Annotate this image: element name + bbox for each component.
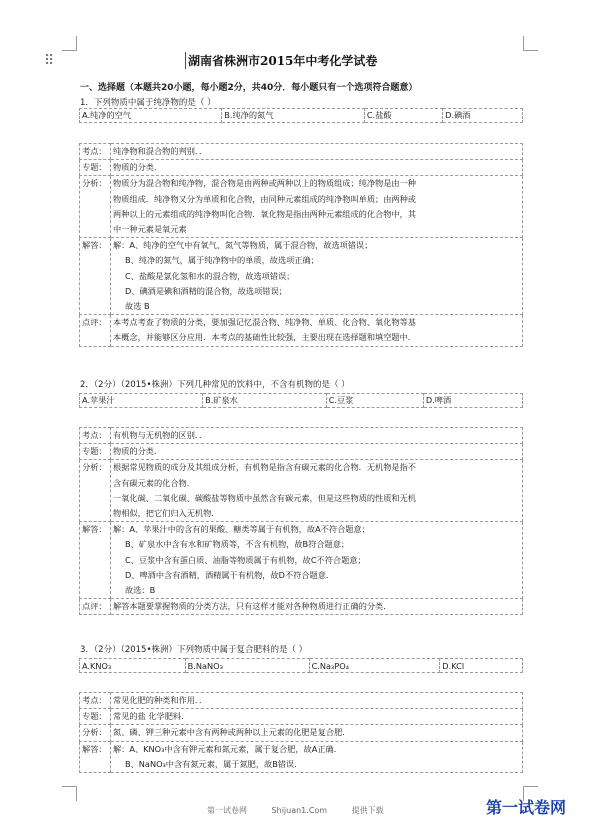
dianping-text: 本考点考查了物质的分类，要加强记忆混合物、纯净物、单质、化合物、氧化物等基 本概念，并能够区分应用．本考点的基础性比较强，主要出现在选择题和填空题中． [111,315,523,346]
section-heading: 一、选择题（本题共20小题，每小题2分，共40分．每小题只有一个选项符合题意） [80,83,418,93]
kaodian-label: 考点： [80,693,111,709]
jieda-text: 解：A、KNO₃中含有钾元素和氮元素，属于复合肥，故A正确． B、NaNO₃中含有氮元素，属于氮肥，故B错误． [111,741,523,772]
option-b[interactable]: B.NaNO₃ [185,659,309,673]
jieda-text: 解：A、苹果汁中的含有的果酸、糖类等属于有机物，故A不符合题意； B、矿泉水中含有水和矿物质等，不含有机物，故B符合题意； C、豆浆中含有蛋白质、油脂等物质属于有机物，故C不符合题意； D、啤酒中含有酒精，酒精属于有机物，故D不符合题意． 故选：B [111,522,523,599]
question-2-options [79,393,523,408]
jieda-label: 解答： [80,238,111,315]
drag-handle-icon[interactable]: ⠿ [44,53,53,69]
option-c[interactable]: C.盐酸 [364,109,442,123]
crop-mark-bottom-left [62,786,77,801]
zhuanti-text: 物质的分类． [111,160,523,176]
question-1-stem: 1．下列物质中属于纯净物的是（ ） [80,98,216,108]
zhuanti-text: 常见的盐 化学肥料． [111,709,523,725]
option-c[interactable]: C.豆浆 [326,394,423,408]
fenxi-text: 根据常见物质的成分及其组成分析，有机物是指含有碳元素的化合物．无机物是指不 含有碳元素的化合物． 一氧化碳、二氧化碳、碳酸盐等物质中虽然含有碳元素，但是这些物质的性质和无机 物相似，把它们归入无机物． [111,460,523,522]
dianping-label: 点评： [80,315,111,346]
footer-site-url[interactable]: Shijuan1.Com [271,806,328,815]
question-2-analysis [79,427,523,615]
kaodian-text: 有机物与无机物的区别．． [111,428,523,444]
question-1-options [79,108,523,123]
option-d[interactable]: D.碘酒 [443,109,523,123]
question-1-analysis [79,143,523,347]
fenxi-text: 氮、磷、钾三种元素中含有两种或两种以上元素的化肥是复合肥． [111,725,523,741]
question-3-stem: 3．（2分）（2015•株洲）下列物质中属于复合肥料的是（ ） [80,645,308,655]
dianping-text: 解答本题要掌握物质的分类方法，只有这样才能对各种物质进行正确的分类． [111,599,523,615]
jieda-label: 解答： [80,741,111,772]
fenxi-label: 分析： [80,460,111,522]
option-b[interactable]: B.纯净的氮气 [222,109,365,123]
jieda-text: 解：A、纯净的空气中有氧气、氮气等物质，属于混合物，故选项错误； B、纯净的氮气，属于纯净物中的单质，故选项正确； C、盐酸是氯化氢和水的混合物，故选项错误； D、碘酒是碘和酒精的混合物，故选项错误； 故选 B [111,238,523,315]
footer-download-text: 提供下载 [351,806,384,815]
option-d[interactable]: D.啤酒 [423,394,522,408]
zhuanti-label: 专题： [80,709,111,725]
zhuanti-label: 专题： [80,160,111,176]
kaodian-label: 考点： [80,428,111,444]
jieda-label: 解答： [80,522,111,599]
site-logo: 第一试卷网 [486,798,567,817]
kaodian-text: 纯净物和混合物的判别．． [111,144,523,160]
option-b[interactable]: B.矿泉水 [203,394,327,408]
option-a[interactable]: A.纯净的空气 [80,109,222,123]
kaodian-label: 考点： [80,144,111,160]
question-3-options [79,658,523,673]
fenxi-label: 分析： [80,725,111,741]
option-a[interactable]: A.苹果汁 [80,394,203,408]
page-title: 湖南省株洲市2015年中考化学试卷 [185,52,377,69]
zhuanti-text: 物质的分类． [111,444,523,460]
dianping-label: 点评： [80,599,111,615]
fenxi-text: 物质分为混合物和纯净物，混合物是由两种或两种以上的物质组成；纯净物是由一种 物质组成．纯净物又分为单质和化合物，由同种元素组成的纯净物叫单质；由两种或 两种以上的元素组成的纯净物叫化合物．氧化物是指由两种元素组成的化合物中，其 中一种元素是氧元素 [111,176,523,238]
option-c[interactable]: C.Na₃PO₄ [309,659,440,673]
crop-mark-top-left [62,36,77,51]
kaodian-text: 常见化肥的种类和作用．． [111,693,523,709]
footer-site-name: 第一试卷网 [207,806,247,815]
page-footer [207,805,406,816]
option-a[interactable]: A.KNO₃ [80,659,186,673]
option-d[interactable]: D.KCl [440,659,523,673]
zhuanti-label: 专题： [80,444,111,460]
crop-mark-top-right [523,36,538,51]
question-3-analysis [79,692,523,773]
question-2-stem: 2．（2分）（2015•株洲）下列几种常见的饮料中，不含有机物的是（ ） [80,380,350,390]
fenxi-label: 分析： [80,176,111,238]
